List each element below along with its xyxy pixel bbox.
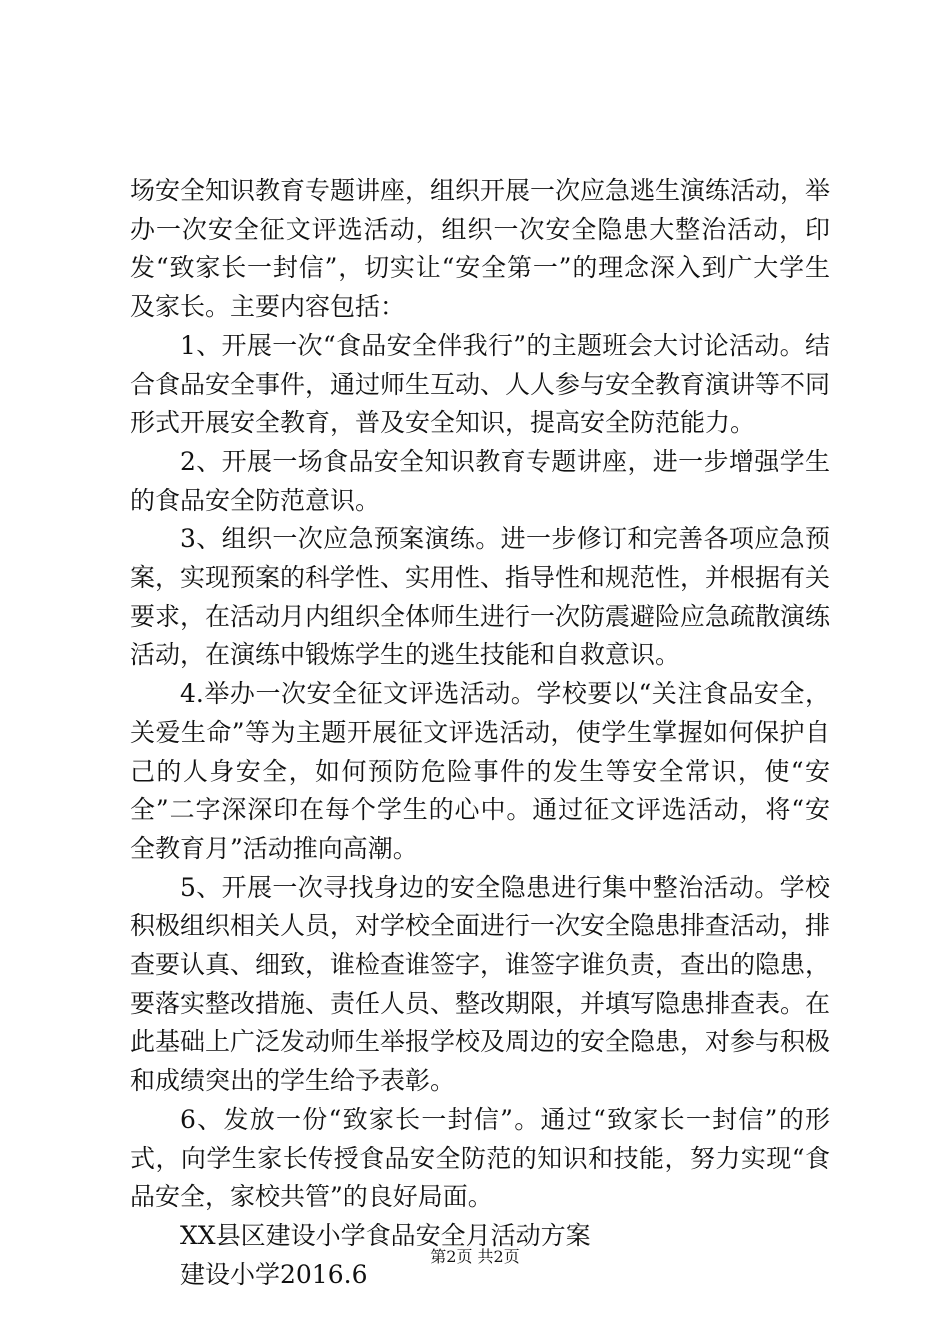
paragraph-intro: 场安全知识教育专题讲座，组织开展一次应急逃生演练活动，举办一次安全征文评选活动，组织一次安全隐患大整治活动，印发“致家长一封信”，切实让“安全第一”的理念深入到广大学生及家长。主要内容包括： [130, 176, 831, 322]
document-body [130, 172, 830, 1294]
paragraph-item-5: 5、开展一次寻找身边的安全隐患进行集中整治活动。学校积极组织相关人员，对学校全面进行一次安全隐患排查活动，排查要认真、细致，谁检查谁签字，谁签字谁负责，查出的隐患，要落实整改措施、责任人员、整改期限，并填写隐患排查表。在此基础上广泛发动师生举报学校及周边的安全隐患，对参与积极和成绩突出的学生给予表彰。 [130, 872, 831, 1096]
paragraph-item-6: 6、发放一份“致家长一封信”。通过“致家长一封信”的形式，向学生家长传授食品安全防范的知识和技能，努力实现“食品安全，家校共管”的良好局面。 [130, 1104, 830, 1212]
page-footer: 第2页 共2页 [430, 1247, 520, 1266]
paragraph-item-4: 4.举办一次安全征文评选活动。学校要以“关注食品安全，关爱生命”等为主题开展征文评选活动，使学生掌握如何保护自己的人身安全，如何预防危险事件的发生等安全常识，使“安全”二字深深印在每个学生的心中。通过征文评选活动，将“安全教育月”活动推向高潮。 [130, 679, 830, 863]
paragraph-item-1: 1、开展一次“食品安全伴我行”的主题班会大讨论活动。结合食品安全事件，通过师生互动、人人参与安全教育演讲等不同形式开展安全教育，普及安全知识，提高安全防范能力。 [130, 330, 831, 438]
signature-title: XX县区建设小学食品安全月活动方案 [180, 1220, 591, 1250]
paragraph-item-3: 3、组织一次应急预案演练。进一步修订和完善各项应急预案，实现预案的科学性、实用性、指导性和规范性，并根据有关要求，在活动月内组织全体师生进行一次防震避险应急疏散演练活动，在演练中锻炼学生的逃生技能和自救意识。 [130, 524, 831, 670]
paragraph-item-2: 2、开展一场食品安全知识教育专题讲座，进一步增强学生的食品安全防范意识。 [130, 446, 830, 515]
signature-line: 建设小学2016.6 [180, 1259, 368, 1289]
